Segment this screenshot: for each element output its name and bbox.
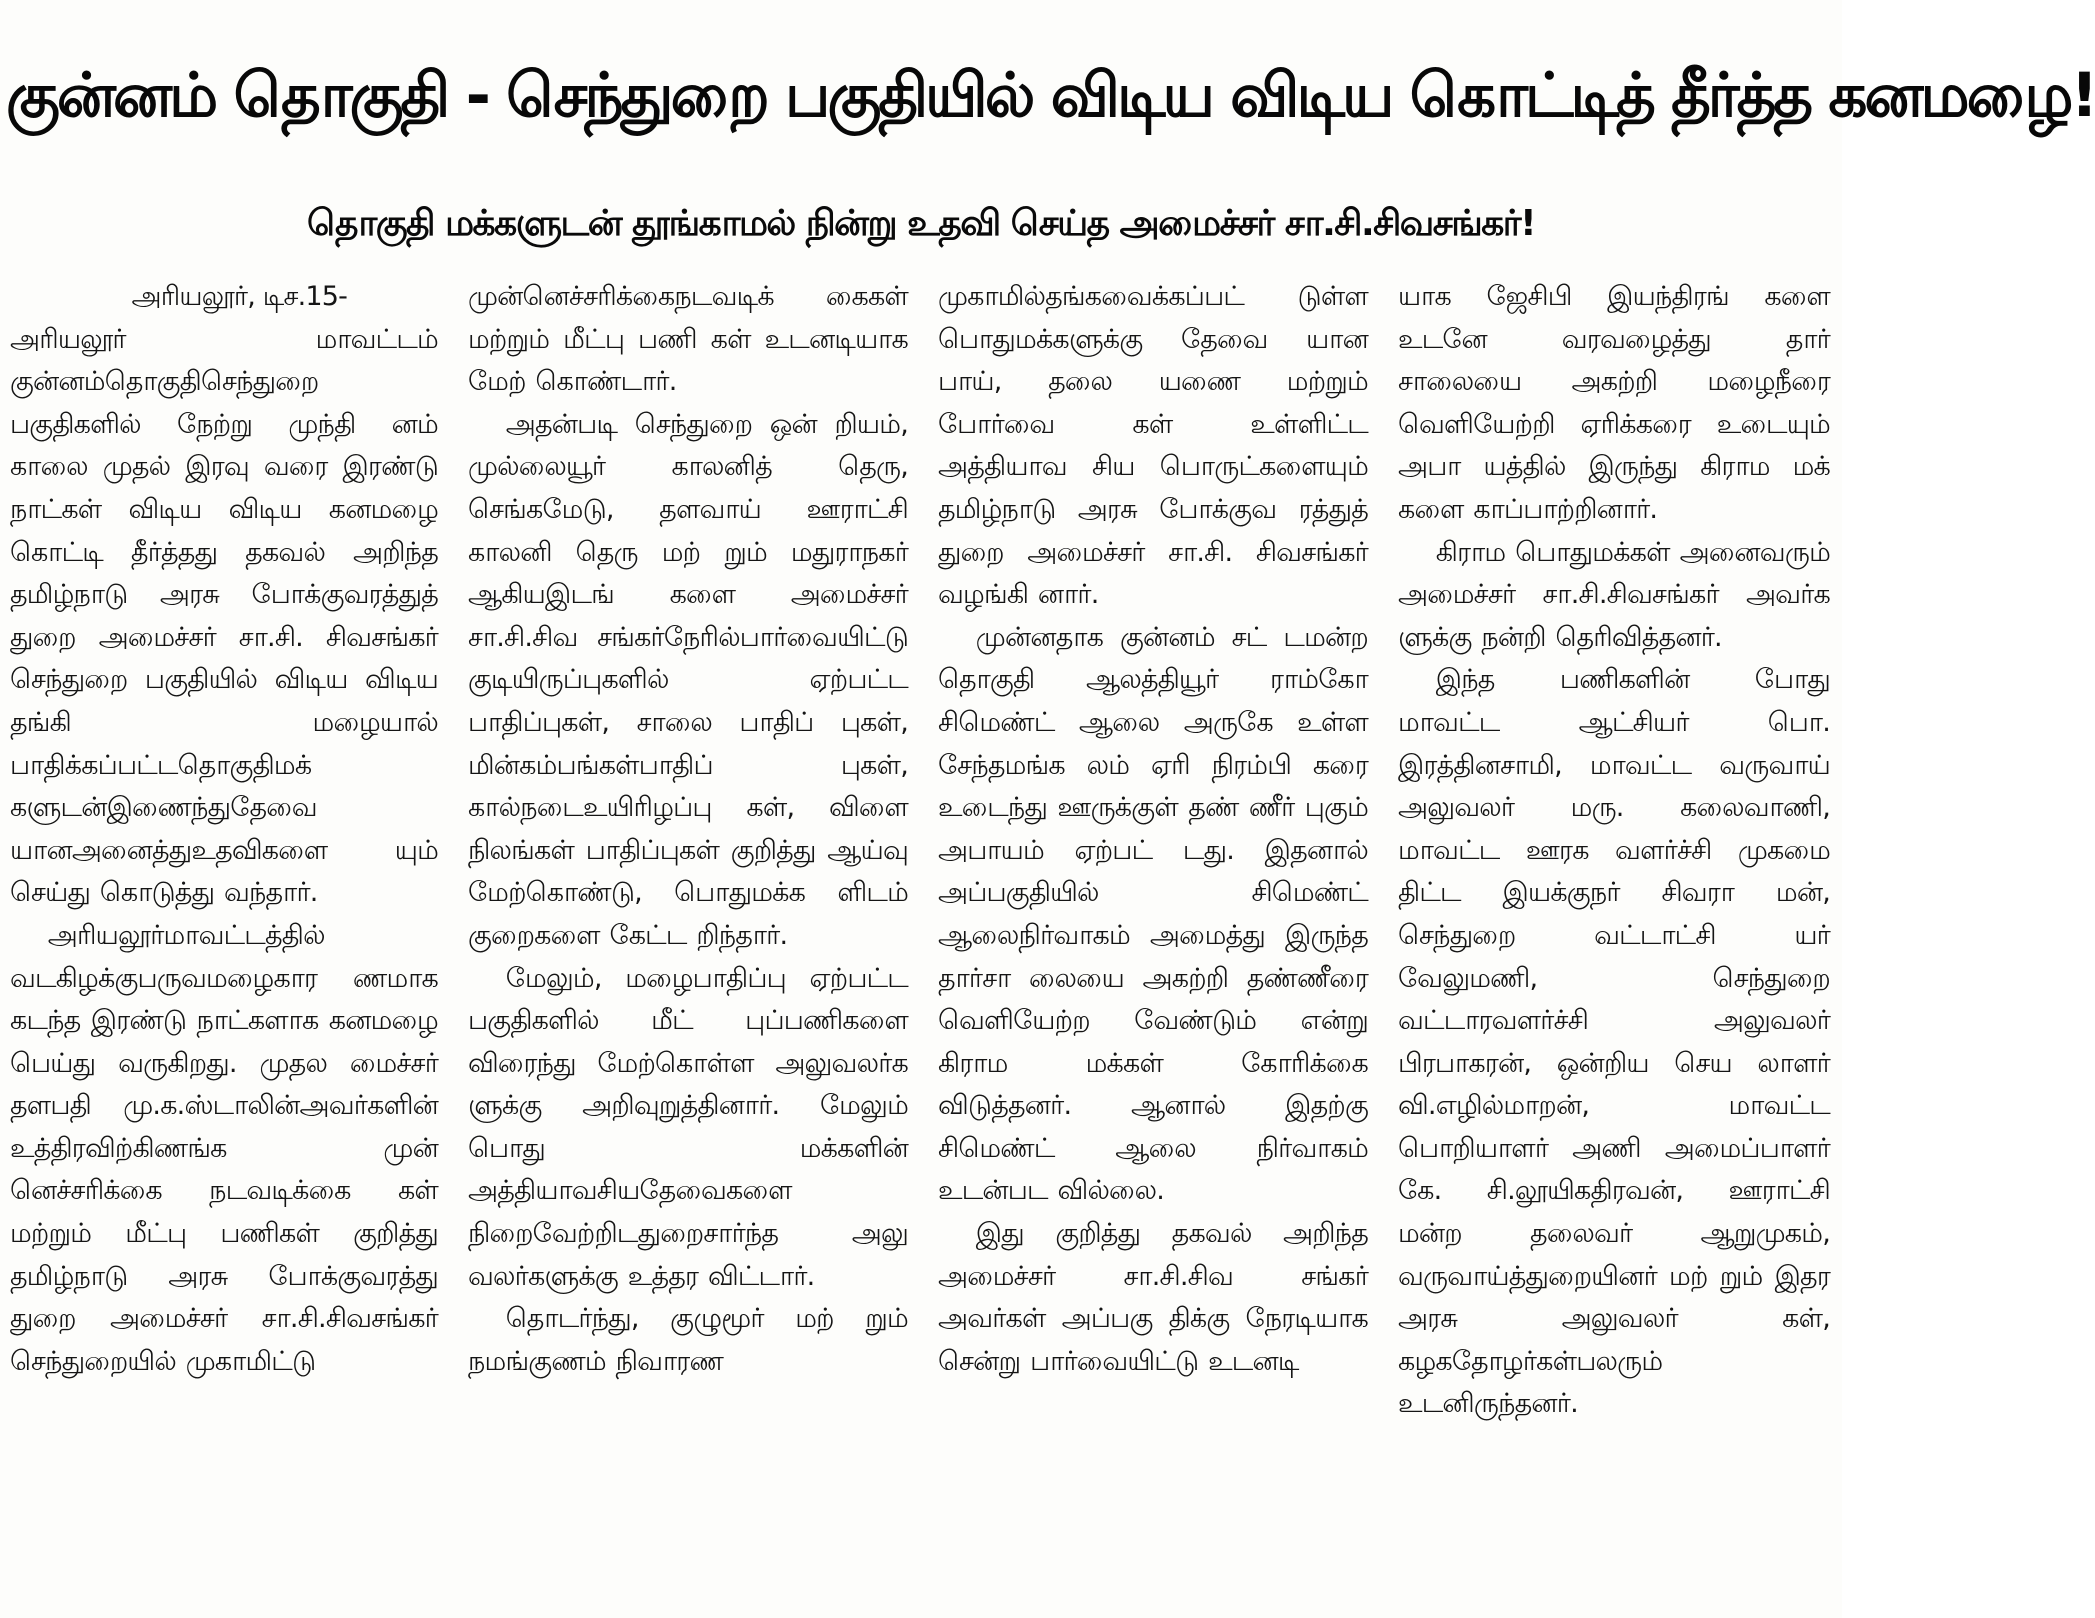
column-2-paragraph-4: தொடர்ந்து, குழுமூர் மற் றும் நமங்குணம் நிவாரண [468, 1303, 908, 1377]
column-3-paragraph-1: முகாமில்தங்கவைக்கப்பட் டுள்ள பொதுமக்களுக்கு தேவை யான பாய், தலை யணை மற்றும் போர்வை கள் உள்ளிட்ட அத்தியாவ சிய பொருட்களையும் தமிழ்நாடு அரசு போக்குவ ரத்துத் துறை அமைச்சர் சா.சி. சிவசங்கர் வழங்கி னார். [938, 281, 1368, 611]
column-1 [10, 276, 438, 1618]
column-4-paragraph-2: கிராம பொதுமக்கள் அனைவரும் அமைச்சர் சா.சி.சிவசங்கர் அவர்க ளுக்கு நன்றி தெரிவித்தனர். [1398, 536, 1830, 653]
column-2-paragraph-2: அதன்படி செந்துறை ஒன் றியம், முல்லையூர் காலனித் தெரு, செங்கமேடு, தளவாய் ஊராட்சி காலனி தெரு மற் றும் மதுராநகர் ஆகியஇடங் களை அமைச்சர் சா.சி.சிவ சங்கர்நேரில்பார்வையிட்டு குடியிருப்புகளில் ஏற்பட்ட பாதிப்புகள், சாலை பாதிப் புகள், மின்கம்பங்கள்பாதிப் புகள், கால்நடைஉயிரிழப்பு கள், விளை நிலங்கள் பாதிப்புகள் குறித்து ஆய்வு மேற்கொண்டு, பொதுமக்க ளிடம் குறைகளை கேட்ட றிந்தார். [468, 408, 908, 951]
column-4-paragraph-3: இந்த பணிகளின் போது மாவட்ட ஆட்சியர் பொ. இரத்தினசாமி, மாவட்ட வருவாய் அலுவலர் மரு. கலைவாணி, மாவட்ட ஊரக வளர்ச்சி முகமை திட்ட இயக்குநர் சிவரா மன், செந்துறை வட்டாட்சி யர் வேலுமணி, செந்துறை வட்டாரவளர்ச்சி அலுவலர் பிரபாகரன், ஒன்றிய செய லாளர் வி.எழில்மாறன், மாவட்ட பொறியாளர் அணி அமைப்பாளர் கே. சி.லூயிகதிரவன், ஊராட்சி மன்ற தலைவர் ஆறுமுகம், வருவாய்த்துறையினர் மற் றும் இதர அரசு அலுவலர் கள், கழகதோழர்கள்பலரும் உடனிருந்தனர். [1398, 664, 1830, 1420]
column-2-paragraph-1: முன்னெச்சரிக்கைநடவடிக் கைகள் மற்றும் மீட்பு பணி கள் உடனடியாக மேற் கொண்டார். [468, 281, 908, 398]
subheadline: தொகுதி மக்களுடன் தூங்காமல் நின்று உதவி செய்த அமைச்சர் சா.சி.சிவசங்கர்! [306, 203, 1535, 244]
article-body [0, 276, 1842, 1618]
column-3-paragraph-3: இது குறித்து தகவல் அறிந்த அமைச்சர் சா.சி.சிவ சங்கர் அவர்கள் அப்பகு திக்கு நேரடியாக சென்று பார்வையிட்டு உடனடி [938, 1218, 1368, 1377]
column-4 [1398, 276, 1830, 1618]
column-2 [468, 276, 908, 1618]
column-3 [938, 276, 1368, 1618]
column-1-paragraph-1: அரியலூர் மாவட்டம் குன்னம்தொகுதிசெந்துறை பகுதிகளில் நேற்று முந்தி னம் காலை முதல் இரவு வரை இரண்டு நாட்கள் விடிய விடிய கனமழை கொட்டி தீர்த்தது தகவல் அறிந்த தமிழ்நாடு அரசு போக்குவரத்துத் துறை அமைச்சர் சா.சி. சிவசங்கர் செந்துறை பகுதியில் விடிய விடிய தங்கி மழையால் பாதிக்கப்பட்டதொகுதிமக் களுடன்இணைந்துதேவை யானஅனைத்துஉதவிகளை யும் செய்து கொடுத்து வந்தார். [10, 323, 438, 909]
dateline: அரியலூர், டிச.15- [131, 281, 348, 312]
column-2-paragraph-3: மேலும், மழைபாதிப்பு ஏற்பட்ட பகுதிகளில் மீட் புப்பணிகளை விரைந்து மேற்கொள்ள அலுவலர்க ளுக்கு அறிவுறுத்தினார். மேலும் பொது மக்களின் அத்தியாவசியதேவைகளை நிறைவேற்றிடதுறைசார்ந்த அலு வலர்களுக்கு உத்தர விட்டார். [468, 962, 908, 1292]
column-4-paragraph-1: யாக ஜேசிபி இயந்திரங் களை உடனே வரவழைத்து தார் சாலையை அகற்றி மழைநீரை வெளியேற்றி ஏரிக்கரை உடையும் அபா யத்தில் இருந்து கிராம மக் களை காப்பாற்றினார். [1398, 281, 1830, 525]
column-3-paragraph-2: முன்னதாக குன்னம் சட் டமன்ற தொகுதி ஆலத்தியூர் ராம்கோ சிமெண்ட் ஆலை அருகே உள்ள சேந்தமங்க லம் ஏரி நிரம்பி கரை உடைந்து ஊருக்குள் தண் ணீர் புகும் அபாயம் ஏற்பட் டது. இதனால் அப்பகுதியில் சிமெண்ட் ஆலைநிர்வாகம் அமைத்து இருந்த தார்சா லையை அகற்றி தண்ணீரை வெளியேற்ற வேண்டும் என்று கிராம மக்கள் கோரிக்கை விடுத்தனர். ஆனால் இதற்கு சிமெண்ட் ஆலை நிர்வாகம் உடன்பட வில்லை. [938, 621, 1368, 1207]
column-1-paragraph-2: அரியலூர்மாவட்டத்தில் வடகிழக்குபருவமழைகார ணமாக கடந்த இரண்டு நாட்களாக கனமழை பெய்து வருகிறது. முதல மைச்சர் தளபதி மு.க.ஸ்டாலின்அவர்களின் உத்திரவிற்கிணங்க முன் னெச்சரிக்கை நடவடிக்கை கள் மற்றும் மீட்பு பணிகள் குறித்து தமிழ்நாடு அரசு போக்குவரத்து துறை அமைச்சர் சா.சி.சிவசங்கர் செந்துறையில் முகாமிட்டு [10, 919, 438, 1377]
headline: குன்னம் தொகுதி - செந்துறை பகுதியில் விடிய விடிய கொட்டித் தீர்த்த கனமழை! [6, 60, 2095, 131]
